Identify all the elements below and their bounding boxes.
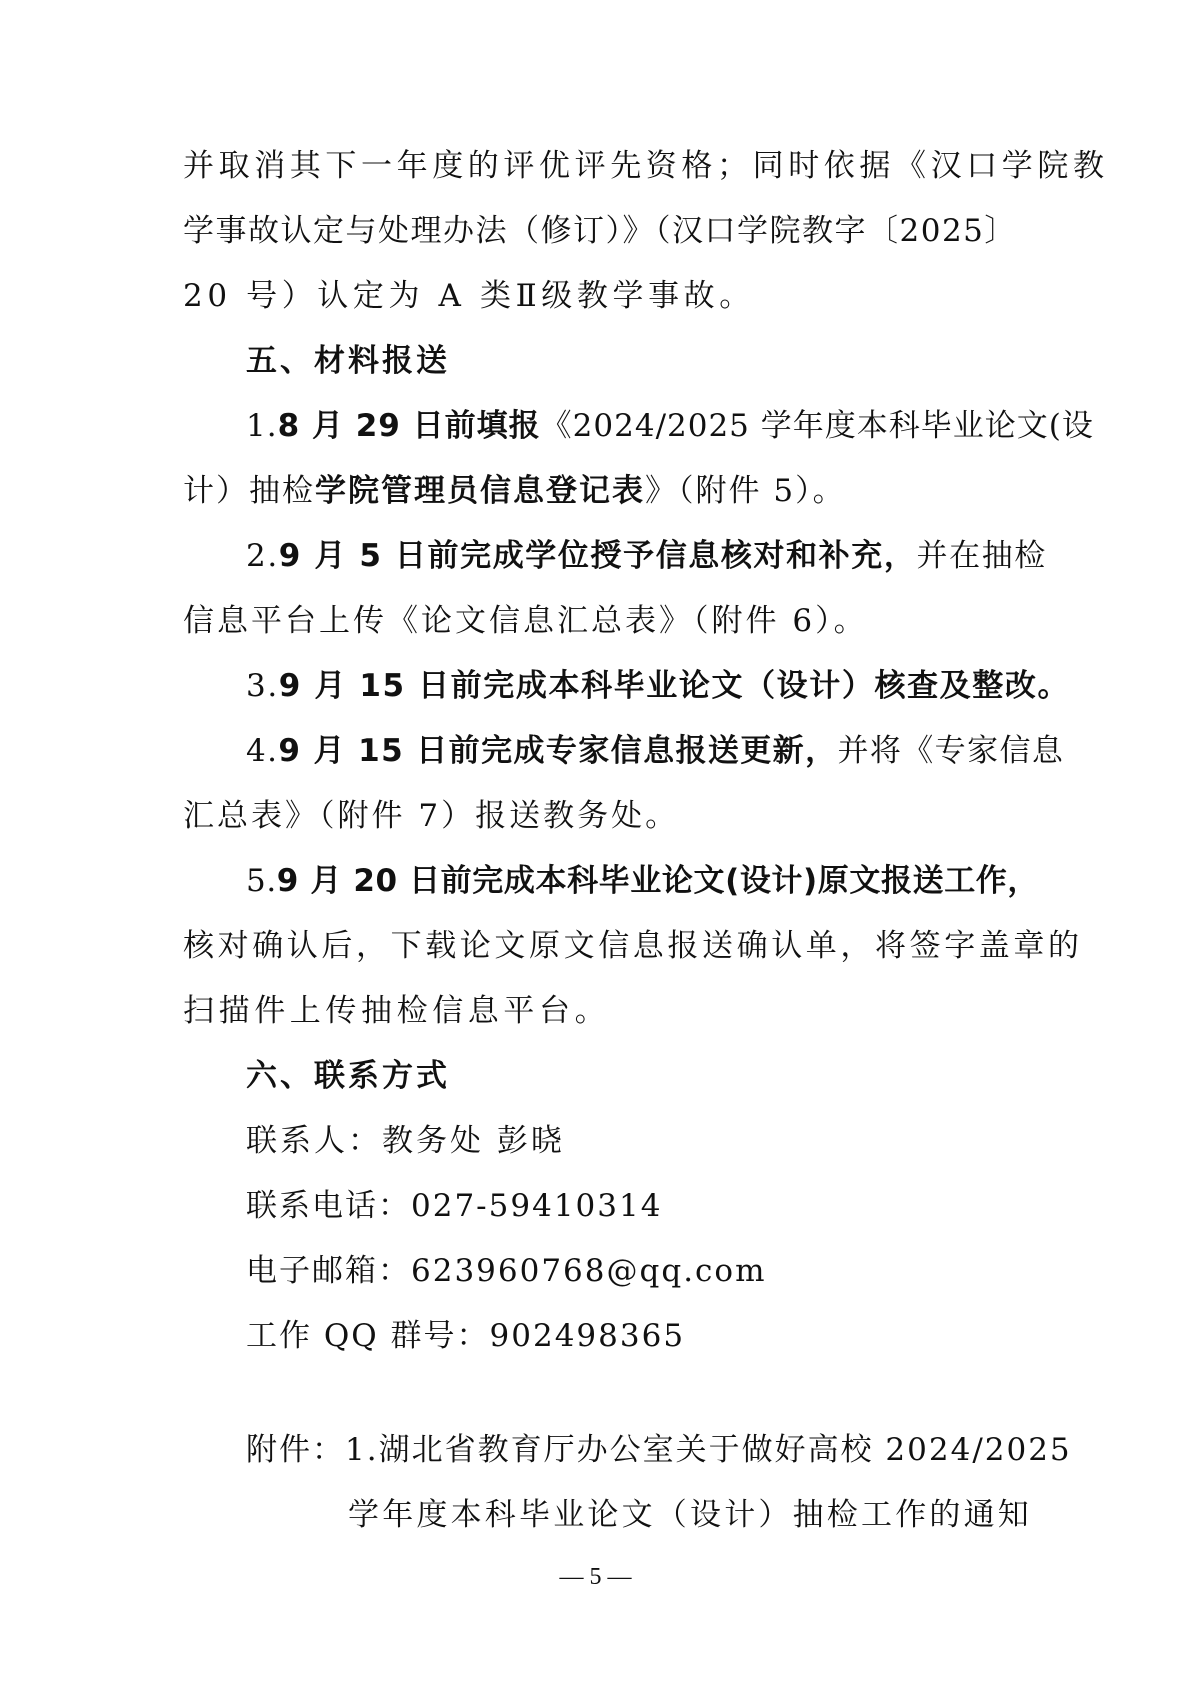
item-text: 》（附件 5）。 xyxy=(645,473,846,509)
item-number: 5. xyxy=(246,863,277,899)
item-number: 1. xyxy=(246,408,278,444)
item-bold-text: 9 月 20 日前完成本科毕业论文(设计)原文报送工作， xyxy=(276,863,1040,899)
item-number: 3. xyxy=(246,668,279,704)
contact-person: 联系人：教务处 彭晓 xyxy=(246,1123,565,1159)
list-item-continuation: 汇总表》（附件 7）报送教务处。 xyxy=(183,798,680,834)
page-number: — 5 — xyxy=(559,1564,632,1590)
item-number: 2. xyxy=(246,538,279,574)
list-item xyxy=(246,406,1094,446)
list-item-continuation: 核对确认后，下载论文原文信息报送确认单，将签字盖章的 xyxy=(183,928,1083,964)
item-bold-text: 学院管理员信息登记表 xyxy=(315,473,645,509)
list-item-continuation xyxy=(183,471,1013,511)
contact-phone: 联系电话：027-59410314 xyxy=(246,1188,663,1224)
section-heading-materials: 五、材料报送 xyxy=(246,343,450,379)
section-heading-contact: 六、联系方式 xyxy=(246,1058,450,1094)
list-item xyxy=(246,666,1071,706)
item-bold-text: 9 月 15 日前完成本科毕业论文（设计）核查及整改。 xyxy=(278,668,1071,704)
list-item xyxy=(246,861,1040,901)
attachment-line: 附件：1.湖北省教育厅办公室关于做好高校 2024/2025 xyxy=(246,1432,1072,1468)
item-text: 《2024/2025 学年度本科毕业论文(设 xyxy=(540,408,1094,444)
item-text: 并在抽检 xyxy=(916,538,1047,574)
paragraph-line: 20 号）认定为 A 类Ⅱ级教学事故。 xyxy=(183,278,755,314)
item-bold-text: 9 月 15 日前完成专家信息报送更新， xyxy=(278,733,838,769)
list-item xyxy=(246,536,1047,576)
item-bold-text: 8 月 29 日前填报 xyxy=(277,408,541,444)
list-item xyxy=(246,731,1065,771)
item-text: 并将《专家信息 xyxy=(837,733,1065,769)
item-number: 4. xyxy=(246,733,279,769)
contact-qq-group: 工作 QQ 群号：902498365 xyxy=(246,1318,686,1354)
paragraph-line: 学事故认定与处理办法（修订）》（汉口学院教字〔2025〕 xyxy=(183,213,1017,249)
list-item-continuation: 信息平台上传《论文信息汇总表》（附件 6）。 xyxy=(183,603,868,639)
contact-email: 电子邮箱：623960768@qq.com xyxy=(246,1253,767,1289)
list-item-continuation: 扫描件上传抽检信息平台。 xyxy=(183,993,611,1029)
attachment-line: 学年度本科毕业论文（设计）抽检工作的通知 xyxy=(348,1497,1032,1533)
paragraph-line: 并取消其下一年度的评优评先资格；同时依据《汉口学院教 xyxy=(183,148,1109,184)
item-bold-text: 9 月 5 日前完成学位授予信息核对和补充， xyxy=(278,538,917,574)
item-text: 计）抽检 xyxy=(183,473,315,509)
